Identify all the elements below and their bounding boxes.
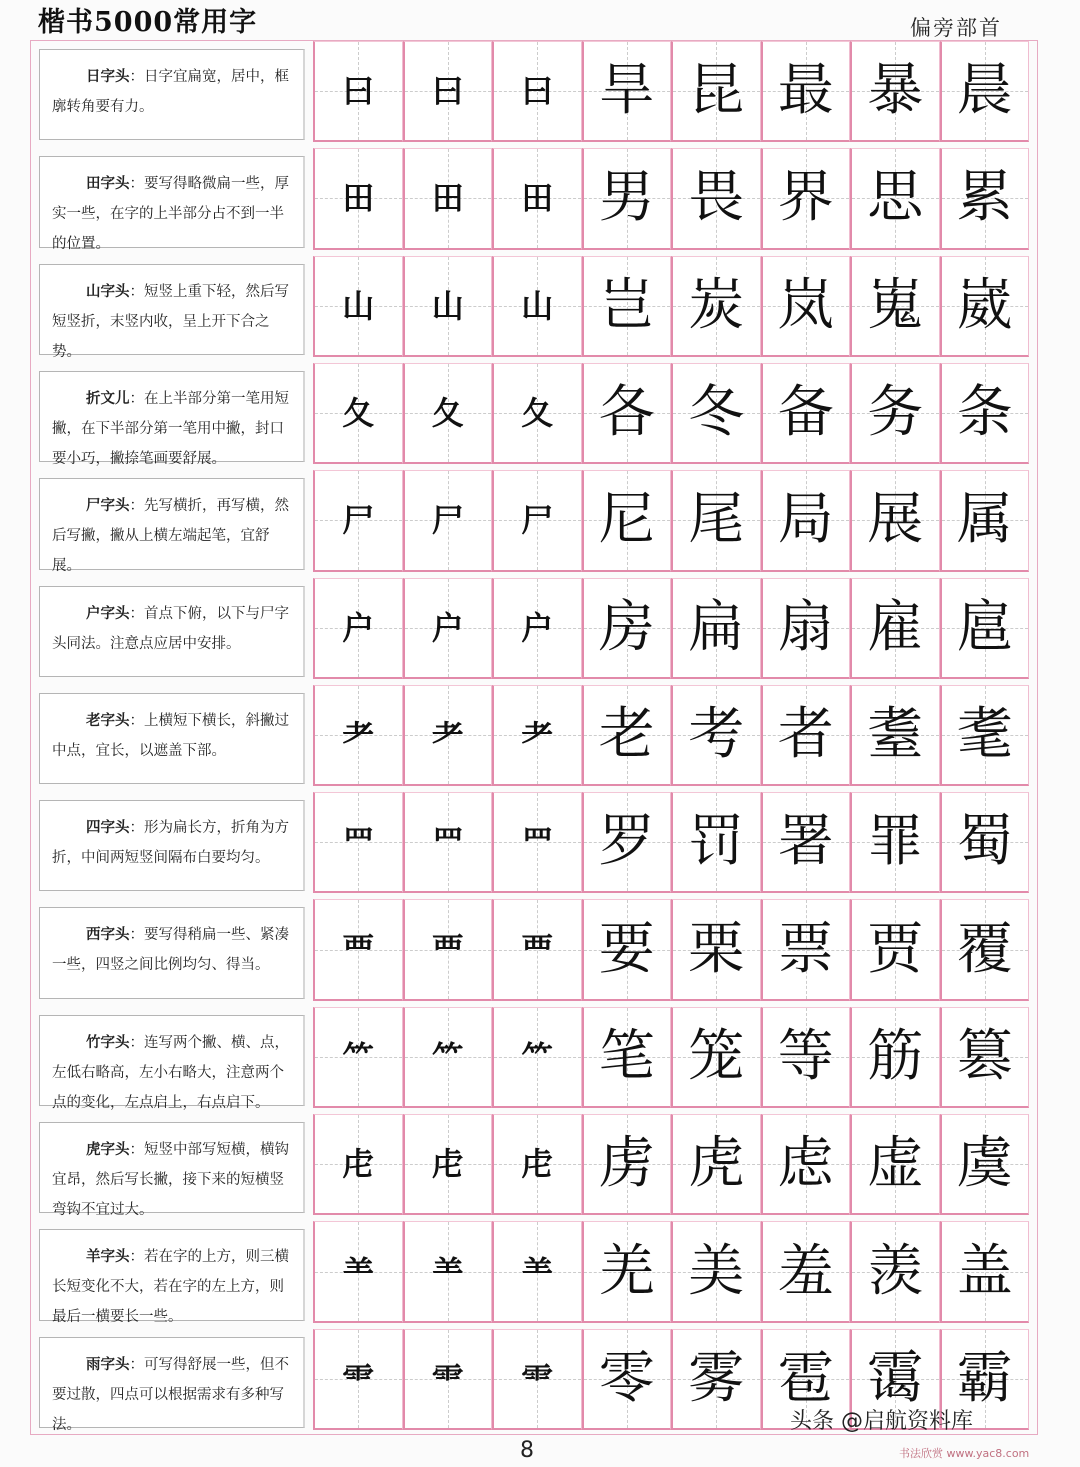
example-cell [940, 148, 1030, 249]
row-title: 羊字头 [86, 1248, 130, 1266]
example-cell [850, 41, 940, 142]
practice-cells [313, 363, 1029, 464]
example-glyph: 暴 [867, 58, 924, 124]
radical-cell [492, 470, 582, 571]
radical-glyph: 尸 [431, 501, 464, 540]
example-cell [582, 256, 672, 357]
example-glyph: 署 [777, 809, 834, 875]
row-description [39, 907, 305, 998]
radical-glyph: ⺷ [342, 1252, 375, 1291]
example-glyph: 累 [956, 165, 1013, 231]
radical-cell [313, 899, 403, 1000]
radical-cell [313, 1329, 403, 1430]
example-cell [850, 363, 940, 464]
radical-cell [403, 1221, 493, 1322]
row-text: ：首点下俯，以下与尸字头同法。注意点应居中安排。 [52, 605, 289, 652]
example-glyph: 贾 [867, 916, 924, 982]
example-cell [582, 1221, 672, 1322]
example-cell [671, 363, 761, 464]
stroke-row [31, 899, 1037, 1006]
row-text: ：短竖中部写短横，横钩宜昂，然后写长撇，接下来的短横竖弯钩不宜过大。 [52, 1142, 289, 1219]
row-text: ：形为扁长方，折角为方折，中间两短竖间隔布白要均匀。 [52, 820, 289, 867]
example-cell [671, 1007, 761, 1108]
radical-glyph: 山 [521, 286, 554, 325]
example-cell [761, 1007, 851, 1108]
radical-cell [492, 1221, 582, 1322]
practice-cells [313, 792, 1029, 893]
row-title: 老字头 [86, 711, 130, 729]
stroke-row [31, 148, 1037, 255]
example-glyph: 各 [598, 380, 655, 446]
example-glyph: 筋 [867, 1023, 924, 1089]
radical-cell [492, 41, 582, 142]
radical-cell [403, 148, 493, 249]
example-glyph: 栗 [688, 916, 745, 982]
radical-cell [403, 1007, 493, 1108]
example-glyph: 条 [956, 380, 1013, 446]
practice-cells [313, 470, 1029, 571]
example-cell [850, 685, 940, 786]
example-glyph: 者 [777, 701, 834, 767]
stroke-row [31, 792, 1037, 899]
example-glyph: 盖 [956, 1238, 1013, 1304]
example-glyph: 备 [777, 380, 834, 446]
stroke-row [31, 470, 1037, 577]
practice-cells [313, 148, 1029, 249]
radical-cell [313, 1114, 403, 1215]
radical-glyph: 覀 [431, 930, 464, 969]
row-text: ：要写得略微扁一些，厚实一些，在字的上半部分占不到一半的位置。 [52, 176, 289, 253]
radical-glyph: 夂 [521, 394, 554, 433]
radical-glyph: 户 [342, 608, 375, 647]
example-cell [850, 470, 940, 571]
example-cell [761, 792, 851, 893]
example-glyph: 岂 [598, 272, 655, 338]
header-title: 楷书5000常用字 [38, 7, 258, 38]
example-glyph: 羞 [777, 1238, 834, 1304]
radical-glyph: ⺷ [431, 1252, 464, 1291]
example-glyph: 虎 [688, 1131, 745, 1197]
example-glyph: 畏 [688, 165, 745, 231]
row-text: ：在上半部分第一笔用短撇，在下半部分第一笔用中撇，封口要小巧，撇捺笔画要舒展。 [52, 390, 289, 467]
row-description [39, 1229, 305, 1326]
example-glyph: 雹 [777, 1345, 834, 1411]
example-cell [761, 685, 851, 786]
example-glyph: 旱 [598, 58, 655, 124]
example-cell [671, 1329, 761, 1430]
example-glyph: 炭 [688, 272, 745, 338]
example-cell [761, 363, 851, 464]
example-cell [850, 148, 940, 249]
radical-cell [492, 256, 582, 357]
example-cell [671, 470, 761, 571]
row-description [39, 371, 305, 467]
row-title: 山字头 [86, 282, 130, 300]
example-glyph: 虞 [956, 1131, 1013, 1197]
row-description [39, 1015, 305, 1111]
example-cell [940, 1007, 1030, 1108]
radical-cell [313, 792, 403, 893]
radical-glyph: 耂 [521, 715, 554, 754]
example-cell [940, 470, 1030, 571]
example-cell [582, 792, 672, 893]
example-cell [940, 1114, 1030, 1215]
stroke-row [31, 41, 1037, 148]
example-glyph: 耄 [956, 701, 1013, 767]
radical-cell [403, 792, 493, 893]
example-cell [671, 578, 761, 679]
example-glyph: 最 [777, 58, 834, 124]
page-number: 8 [520, 1438, 534, 1463]
stroke-row [31, 1221, 1037, 1328]
practice-sheet [30, 40, 1038, 1435]
radical-glyph: 尸 [521, 501, 554, 540]
example-glyph: 零 [598, 1345, 655, 1411]
radical-glyph: 山 [342, 286, 375, 325]
radical-cell [403, 685, 493, 786]
radical-cell [492, 363, 582, 464]
radical-glyph: 户 [521, 608, 554, 647]
row-description [39, 800, 305, 891]
example-glyph: 扈 [956, 594, 1013, 660]
radical-glyph: 夂 [431, 394, 464, 433]
radical-glyph: 山 [431, 286, 464, 325]
example-cell [850, 792, 940, 893]
example-cell [940, 899, 1030, 1000]
example-glyph: 蜀 [956, 809, 1013, 875]
example-glyph: 要 [598, 916, 655, 982]
example-cell [761, 148, 851, 249]
row-text: ：先写横折，再写横，然后写撇，撇从上横左端起笔，宜舒展。 [52, 498, 289, 575]
practice-cells [313, 1007, 1029, 1108]
radical-cell [313, 41, 403, 142]
row-description [39, 156, 305, 253]
example-glyph: 岚 [777, 272, 834, 338]
stroke-row [31, 1007, 1037, 1114]
radical-glyph: 罒 [342, 823, 375, 862]
radical-glyph: ⺷ [521, 1252, 554, 1291]
example-cell [940, 792, 1030, 893]
example-glyph: 等 [777, 1023, 834, 1089]
row-description [39, 1337, 305, 1433]
radical-glyph: 田 [342, 179, 375, 218]
example-glyph: 思 [867, 165, 924, 231]
practice-cells [313, 1114, 1029, 1215]
radical-glyph: 耂 [342, 715, 375, 754]
radical-cell [313, 148, 403, 249]
example-cell [671, 1221, 761, 1322]
stroke-row [31, 363, 1037, 470]
example-cell [582, 1007, 672, 1108]
radical-cell [492, 792, 582, 893]
example-glyph: 尼 [598, 487, 655, 553]
example-glyph: 霸 [956, 1345, 1013, 1411]
row-text: ：若在字的上方，则三横长短变化不大，若在字的左上方，则最后一横要长一些。 [52, 1249, 289, 1326]
example-cell [850, 1114, 940, 1215]
example-glyph: 笼 [688, 1023, 745, 1089]
practice-cells [313, 685, 1029, 786]
radical-cell [403, 256, 493, 357]
stroke-row [31, 1114, 1037, 1221]
example-cell [582, 685, 672, 786]
example-cell [761, 899, 851, 1000]
example-glyph: 老 [598, 701, 655, 767]
example-glyph: 界 [777, 165, 834, 231]
radical-glyph: 田 [521, 179, 554, 218]
example-glyph: 嵬 [867, 272, 924, 338]
radical-glyph: 覀 [521, 930, 554, 969]
row-text: ：上横短下横长，斜撇过中点，宜长，以遮盖下部。 [52, 712, 289, 759]
radical-glyph: ⺮ [521, 1037, 554, 1076]
example-cell [940, 256, 1030, 357]
example-glyph: 展 [867, 487, 924, 553]
row-title: 竹字头 [86, 1033, 130, 1051]
example-cell [761, 470, 851, 571]
example-glyph: 晨 [956, 58, 1013, 124]
example-glyph: 霭 [867, 1345, 924, 1411]
example-glyph: 属 [956, 487, 1013, 553]
example-glyph: 昆 [688, 58, 745, 124]
radical-glyph: 尸 [342, 501, 375, 540]
radical-glyph: 罒 [521, 823, 554, 862]
example-cell [761, 41, 851, 142]
radical-cell [313, 685, 403, 786]
stroke-row [31, 685, 1037, 792]
radical-glyph: 覀 [342, 930, 375, 969]
example-glyph: 罗 [598, 809, 655, 875]
row-title: 户字头 [86, 604, 130, 622]
practice-cells [313, 41, 1029, 142]
radical-cell [403, 363, 493, 464]
example-glyph: 罚 [688, 809, 745, 875]
radical-glyph: 虍 [342, 1145, 375, 1184]
practice-cells [313, 1221, 1029, 1322]
example-cell [582, 470, 672, 571]
example-glyph: 虑 [777, 1131, 834, 1197]
watermark-site: 书法欣赏 www.yac8.com [899, 1447, 1030, 1460]
radical-cell [313, 578, 403, 679]
example-glyph: 男 [598, 165, 655, 231]
radical-cell [492, 148, 582, 249]
radical-cell [403, 1114, 493, 1215]
row-text: ：连写两个撇、横、点，左低右略高，左小右略大，注意两个点的变化，左点启上，右点启下。 [52, 1034, 289, 1111]
example-cell [850, 256, 940, 357]
example-glyph: 房 [598, 594, 655, 660]
radical-glyph: 罒 [431, 823, 464, 862]
example-glyph: 耋 [867, 701, 924, 767]
radical-cell [492, 578, 582, 679]
radical-glyph: 夂 [342, 394, 375, 433]
radical-cell [403, 899, 493, 1000]
practice-cells [313, 578, 1029, 679]
row-title: 田字头 [86, 175, 130, 193]
example-glyph: 崴 [956, 272, 1013, 338]
radical-cell [492, 685, 582, 786]
radical-glyph: 曰 [342, 72, 375, 111]
example-glyph: 扇 [777, 594, 834, 660]
example-glyph: 冬 [688, 380, 745, 446]
radical-glyph: ⺮ [342, 1037, 375, 1076]
radical-cell [313, 470, 403, 571]
example-glyph: 票 [777, 916, 834, 982]
example-cell [582, 41, 672, 142]
radical-glyph: 曰 [431, 72, 464, 111]
example-cell [761, 1114, 851, 1215]
example-glyph: 罪 [867, 809, 924, 875]
example-glyph: 虚 [867, 1131, 924, 1197]
row-title: 四字头 [86, 819, 130, 837]
radical-cell [313, 1007, 403, 1108]
example-cell [761, 578, 851, 679]
radical-glyph: 虍 [431, 1145, 464, 1184]
radical-glyph: 户 [431, 608, 464, 647]
row-description [39, 264, 305, 360]
example-glyph: 羡 [867, 1238, 924, 1304]
example-cell [671, 148, 761, 249]
example-glyph: 扁 [688, 594, 745, 660]
radical-glyph: ⻗ [521, 1359, 554, 1398]
example-cell [582, 578, 672, 679]
example-glyph: 美 [688, 1238, 745, 1304]
example-cell [850, 578, 940, 679]
example-glyph: 笔 [598, 1023, 655, 1089]
row-text: ：日字宜扁宽，居中，框廓转角要有力。 [52, 69, 289, 115]
example-cell [761, 1221, 851, 1322]
row-text: ：可写得舒展一些，但不要过散，四点可以根据需求有多种写法。 [52, 1356, 289, 1433]
row-description [39, 478, 305, 575]
row-description [39, 1122, 305, 1219]
example-cell [582, 1114, 672, 1215]
example-cell [671, 899, 761, 1000]
example-glyph: 局 [777, 487, 834, 553]
radical-cell [492, 899, 582, 1000]
example-cell [940, 578, 1030, 679]
example-cell [671, 792, 761, 893]
row-title: 日字头 [86, 68, 130, 85]
row-title: 雨字头 [86, 1355, 130, 1373]
example-glyph: 虏 [598, 1131, 655, 1197]
example-cell [671, 256, 761, 357]
stroke-row [31, 256, 1037, 363]
row-title: 西字头 [86, 926, 130, 944]
practice-cells [313, 899, 1029, 1000]
row-description [39, 586, 305, 677]
example-glyph: 尾 [688, 487, 745, 553]
radical-cell [492, 1007, 582, 1108]
radical-cell [403, 578, 493, 679]
row-text: ：要写得稍扁一些、紧凑一些，四竖之间比例均匀、得当。 [52, 927, 289, 974]
example-cell [761, 256, 851, 357]
example-cell [850, 1007, 940, 1108]
radical-glyph: 曰 [521, 72, 554, 111]
example-glyph: 雇 [867, 594, 924, 660]
example-cell [671, 685, 761, 786]
row-title: 折文儿 [86, 389, 130, 407]
example-cell [940, 41, 1030, 142]
row-description [39, 693, 305, 784]
example-glyph: 覆 [956, 916, 1013, 982]
practice-cells [313, 256, 1029, 357]
radical-cell [313, 363, 403, 464]
radical-cell [313, 256, 403, 357]
example-cell [582, 148, 672, 249]
radical-cell [313, 1221, 403, 1322]
example-glyph: 雾 [688, 1345, 745, 1411]
example-glyph: 考 [688, 701, 745, 767]
row-text: ：短竖上重下轻，然后写短竖折，末竖内收，呈上开下合之势。 [52, 283, 289, 360]
example-cell [940, 685, 1030, 786]
radical-glyph: ⺮ [431, 1037, 464, 1076]
row-title: 虎字头 [86, 1141, 130, 1159]
row-description [39, 49, 305, 140]
radical-glyph: ⻗ [342, 1359, 375, 1398]
radical-cell [403, 1329, 493, 1430]
stroke-row [31, 578, 1037, 685]
example-cell [940, 363, 1030, 464]
radical-cell [492, 1114, 582, 1215]
radical-cell [403, 41, 493, 142]
example-cell [582, 363, 672, 464]
row-title: 尸字头 [86, 497, 130, 515]
example-cell [671, 1114, 761, 1215]
example-cell [671, 41, 761, 142]
radical-cell [492, 1329, 582, 1430]
example-glyph: 羌 [598, 1238, 655, 1304]
example-cell [940, 1221, 1030, 1322]
example-cell [850, 1221, 940, 1322]
radical-glyph: 田 [431, 179, 464, 218]
example-cell [582, 899, 672, 1000]
radical-glyph: 虍 [521, 1145, 554, 1184]
header-section: 偏旁部首 [910, 16, 1002, 40]
example-glyph: 务 [867, 380, 924, 446]
example-glyph: 篡 [956, 1023, 1013, 1089]
radical-cell [403, 470, 493, 571]
example-cell [850, 899, 940, 1000]
watermark: 头条 @启航资料库 [790, 1409, 973, 1434]
radical-glyph: ⻗ [431, 1359, 464, 1398]
example-cell [582, 1329, 672, 1430]
radical-glyph: 耂 [431, 715, 464, 754]
